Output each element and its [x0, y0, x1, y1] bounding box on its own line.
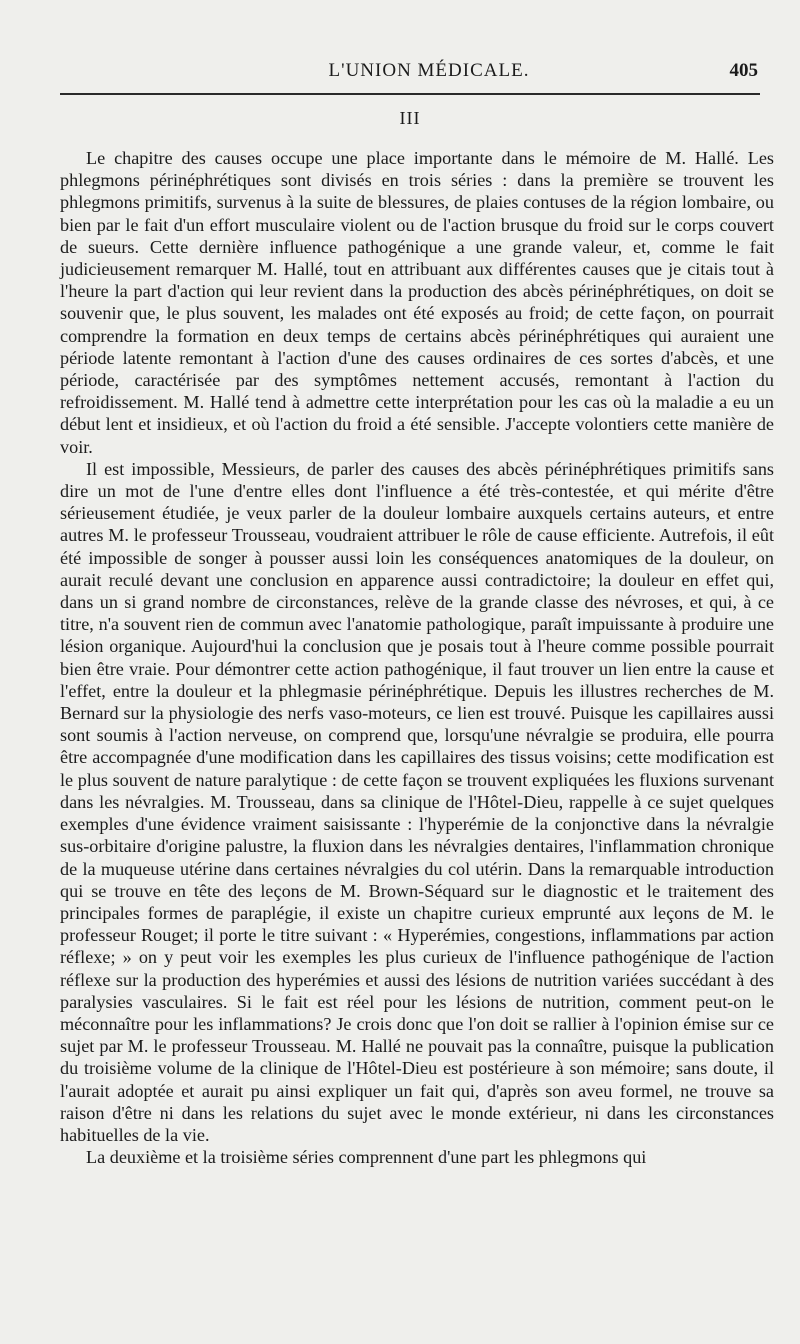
running-title: L'UNION MÉDICALE. — [328, 60, 530, 81]
paragraph: Il est impossible, Messieurs, de parler des causes des abcès périnéphrétiques primitifs sans dire un mot de l'une d'entre elles dont l'influence a été très-contestée, et qui mérite d'être sérieusement étudiée, je veux parler de la douleur lombaire auxquels certains auteurs, et entre autres M. le professeur Trousseau, voudraient attribuer le rôle de cause efficiente. Autrefois, il eût été impossible de songer à pousser aussi loin les conséquences anatomiques de la douleur, on aurait reculé devant une conclusion en apparence aussi contradictoire; la douleur en effet qui, dans un si grand nombre de circonstances, relève de la grande classe des névroses, et qui, à ce titre, n'a souvent rien de commun avec l'anatomie pathologique, paraît impuissante à produire une lésion organique. Aujourd'hui la conclusion que je posais tout à l'heure comme possible pourrait bien être vraie. Pour démontrer cette action pathogénique, il faut trouver un lien entre la cause et l'effet, entre la douleur et la phlegmasie périnéphrétique. Depuis les illustres recherches de M. Bernard sur la physiologie des nerfs vaso-moteurs, ce lien est trouvé. Puisque les capillaires aussi sont soumis à l'action nerveuse, on comprend que, lorsqu'une névralgie se produira, elle pourra être accompagnée d'une modification dans les capillaires des tissus voisins; cette modification est le plus souvent de nature paralytique : de cette façon se trouvent expliquées les fluxions survenant dans les névralgies. M. Trousseau, dans sa clinique de l'Hôtel-Dieu, rappelle à ce sujet quelques exemples d'une évidence vraiment saisissante : l'hyperémie de la conjonctive dans la névralgie sus-orbitaire d'origine palustre, la fluxion dans les névralgies dentaires, l'inflammation chronique de la muqueuse utérine dans certaines névralgies du col utérin. Dans la remarquable introduction qui se trouve en tête des leçons de M. Brown-Séquard sur le diagnostic et le traitement des principales formes de paraplégie, il existe un chapitre curieux emprunté aux leçons de M. le professeur Rouget; il porte le titre suivant : « Hyperémies, congestions, inflammations par action réflexe; » on y peut voir les exemples les plus curieux de l'influence pathogénique de l'action réflexe sur la production des hyperémies et aussi des lésions de nutrition variées succédant à des paralysies vasculaires. Si le fait est réel pour les lésions de nutrition, comment peut-on le méconnaître pour les inflammations? Je crois donc que l'on doit se rallier à l'opinion émise sur ce sujet par M. le professeur Trousseau. M. Hallé ne pouvait pas la connaître, puisque la publication du troisième volume de la clinique de l'Hôtel-Dieu est postérieure à son mémoire; sans doute, il l'aurait adoptée et aurait pu ainsi expliquer un fait qui, d'après son aveu formel, ne trouve sa raison d'être ni dans les relations du sujet avec le monde extérieur, ni dans les circonstances habituelles de la vie. — [60, 458, 774, 1145]
paragraph: La deuxième et la troisième séries comprennent d'une part les phlegmons qui — [86, 1147, 647, 1168]
page-number: 405 — [729, 60, 758, 81]
header-rule — [60, 93, 760, 95]
paragraph: Le chapitre des causes occupe une place importante dans le mémoire de M. Hallé. Les phlegmons périnéphrétiques sont divisés en trois séries : dans la première se trouvent les phlegmons primitifs, survenus à la suite de blessures, de plaies contuses de la région lombaire, ou bien par le fait d'un effort musculaire violent ou de l'action brusque du froid sur le corps couvert de sueurs. Cette dernière influence pathogénique a une grande valeur, et, comme le fait judicieusement remarquer M. Hallé, tout en attribuant aux différentes causes que je citais tout à l'heure la part d'action qui leur revient dans la production des abcès périnéphrétiques, on doit se souvenir que, le plus souvent, les malades ont été exposés au froid; de cette façon, on pourrait comprendre la formation en deux temps de certains abcès périnéphrétiques qui auraient une période latente remontant à l'action d'une des causes ordinaires de ces sortes d'abcès, et une période, caractérisée par des symptômes nettement accusés, remontant à l'action du refroidissement. M. Hallé tend à admettre cette interprétation pour les cas où la maladie a eu un début lent et insidieux, et où l'action du froid a été sensible. J'accepte volontiers cette manière de voir. — [60, 148, 774, 457]
section-numeral: III — [399, 108, 421, 128]
page-header — [60, 60, 758, 90]
body-text — [60, 147, 774, 1168]
